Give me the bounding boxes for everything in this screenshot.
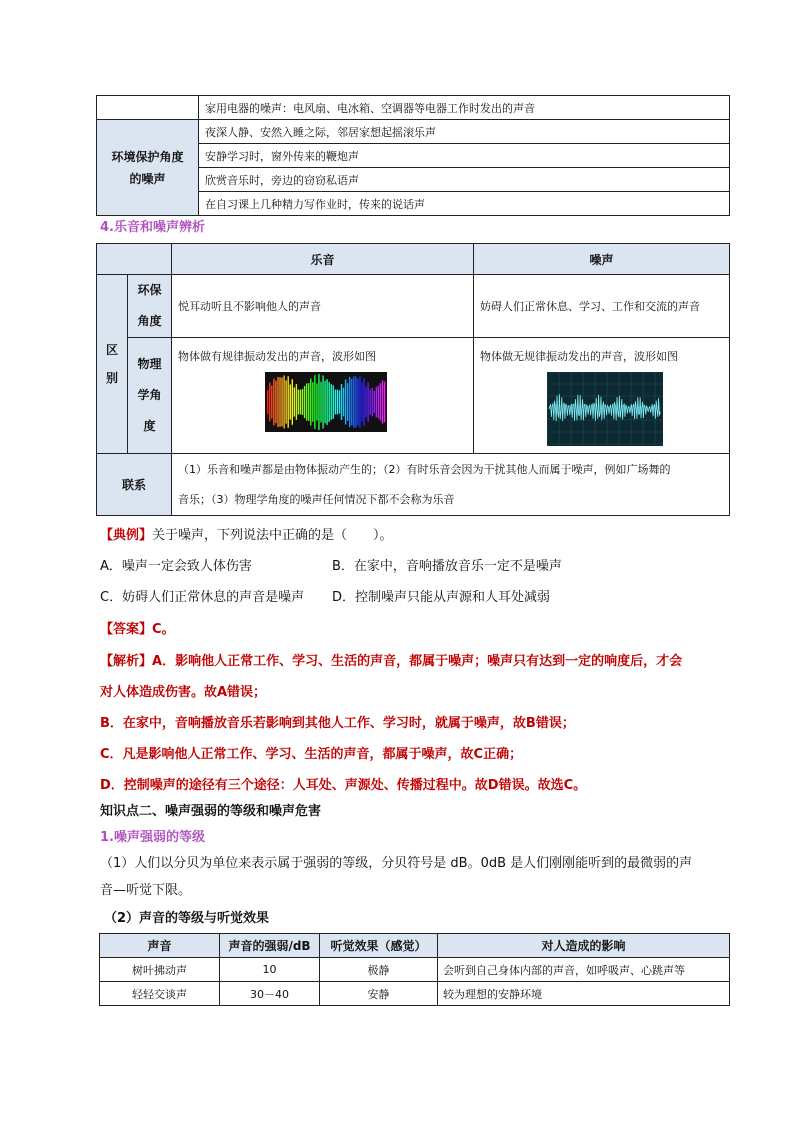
env-item: 夜深人静、安然入睡之际，邻居家想起摇滚乐声 bbox=[199, 120, 730, 144]
environment-noise-table bbox=[96, 95, 730, 216]
env-item: 安静学习时，窗外传来的鞭炮声 bbox=[199, 144, 730, 168]
env-item: 在自习课上几种精力写作业时，传来的说话声 bbox=[199, 192, 730, 216]
phys-noise-text: 物体做无规律振动发出的声音，波形如图 bbox=[480, 350, 678, 363]
sub1-title: 1.噪声强弱的等级 bbox=[100, 830, 205, 845]
col-header: 对人造成的影响 bbox=[438, 934, 730, 958]
noise-waveform-image bbox=[547, 372, 663, 446]
phys-noise-cell bbox=[474, 338, 730, 454]
difference-label: 区 别 bbox=[97, 275, 128, 454]
col-header: 听觉效果（感觉） bbox=[320, 934, 438, 958]
knowledge-point-2-title: 知识点二、噪声强弱的等级和噪声危害 bbox=[100, 804, 322, 819]
option-a: A．噪声一定会致人体伤害 bbox=[100, 559, 252, 574]
section4-title: 4.乐音和噪声辨析 bbox=[100, 220, 205, 235]
music-waveform-image bbox=[265, 372, 387, 432]
option-d: D．控制噪声只能从声源和人耳处减弱 bbox=[332, 590, 551, 605]
env-noise-text: 妨碍人们正常休息、学习、工作和交流的声音 bbox=[474, 275, 730, 338]
env-protection-label: 环境保护角度 的噪声 bbox=[97, 120, 199, 216]
header-noise: 噪声 bbox=[474, 244, 730, 275]
col-header: 声音的强弱/dB bbox=[220, 934, 320, 958]
analysis-line: B．在家中，音响播放音乐若影响到其他人工作、学习时，就属于噪声，故B错误； bbox=[100, 716, 575, 731]
sub2-title: （2）声音的等级与听觉效果 bbox=[104, 911, 270, 926]
analysis-line: C．凡是影响他人正常工作、学习、生活的声音，都属于噪声，故C正确； bbox=[100, 747, 523, 762]
appliance-noise-text: 家用电器的噪声：电风扇、电冰箱、空调器等电器工作时发出的声音 bbox=[199, 96, 730, 120]
music-noise-compare-table bbox=[96, 243, 730, 516]
blank-cell bbox=[97, 96, 199, 120]
option-b: B．在家中，音响播放音乐一定不是噪声 bbox=[332, 559, 562, 574]
phys-music-cell bbox=[172, 338, 474, 454]
link-text: （1）乐音和噪声都是由物体振动产生的；（2）有时乐音会因为干扰其他人而属于噪声，例如广场舞的 音乐；（3）物理学角度的噪声任何情况下都不会称为乐音 bbox=[172, 454, 730, 516]
env-music-text: 悦耳动听且不影响他人的声音 bbox=[172, 275, 474, 338]
analysis-line: 【解析】A．影响他人正常工作、学习、生活的声音，都属于噪声；噪声只有达到一定的响度后，才会 bbox=[100, 654, 683, 669]
table-row: 树叶拂动声 10 极静 会听到自己身体内部的声音，如呼吸声、心跳声等 bbox=[100, 958, 730, 982]
header-blank bbox=[97, 244, 172, 275]
example-question: 【典例】关于噪声，下列说法中正确的是（ ）。 bbox=[100, 528, 393, 543]
analysis-line: D．控制噪声的途径有三个途径：人耳处、声源处、传播过程中。故D错误。故选C。 bbox=[100, 778, 587, 793]
env-angle-label: 环保 角度 bbox=[128, 275, 172, 338]
physics-angle-label: 物理 学角 度 bbox=[128, 338, 172, 454]
para1-line: 音—听觉下限。 bbox=[100, 883, 192, 898]
option-c: C．妨碍人们正常休息的声音是噪声 bbox=[100, 590, 305, 605]
answer: 【答案】C。 bbox=[100, 622, 175, 637]
header-music: 乐音 bbox=[172, 244, 474, 275]
sound-levels-table bbox=[99, 933, 730, 1006]
phys-music-text: 物体做有规律振动发出的声音，波形如图 bbox=[178, 350, 376, 363]
analysis-line: 对人体造成伤害。故A错误； bbox=[100, 685, 267, 700]
link-label: 联系 bbox=[97, 454, 172, 516]
para1-line: （1）人们以分贝为单位来表示属于强弱的等级，分贝符号是 dB。0dB 是人们刚刚能听到的最微弱的声 bbox=[100, 856, 693, 871]
table-row: 轻轻交谈声 30－40 安静 较为理想的安静环境 bbox=[100, 982, 730, 1006]
col-header: 声音 bbox=[100, 934, 220, 958]
env-item: 欣赏音乐时，旁边的窃窃私语声 bbox=[199, 168, 730, 192]
